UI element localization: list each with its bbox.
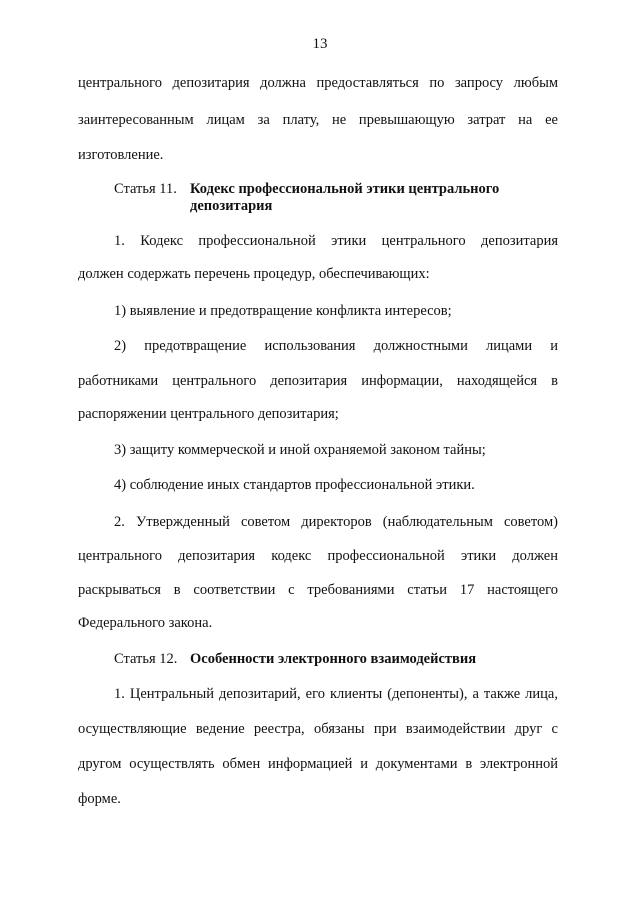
article-11-p1-line2: должен содержать перечень процедур, обеспечивающих: [78,266,430,282]
article-11-item2-line3: распоряжении центрального депозитария; [78,406,339,422]
article-12-p1-line2: осуществляющие ведение реестра, обязаны при взаимодействии друг с [78,721,558,737]
article-11-p1-line1: 1. Кодекс профессиональной этики центрального депозитария [114,233,558,249]
text-line: изготовление. [78,147,164,163]
article-11-title-line2: депозитария [190,198,273,214]
article-12-p1-line3: другом осуществлять обмен информацией и документами в электронной [78,756,558,772]
article-11-item1: 1) выявление и предотвращение конфликта интересов; [114,303,452,319]
article-11-item2-line1: 2) предотвращение использования должностными лицами и [114,338,558,354]
article-12-p1-line1: 1. Центральный депозитарий, его клиенты (депоненты), а также лица, [114,686,558,702]
article-11-label: Статья 11. [114,181,177,197]
article-12-p1-line4: форме. [78,791,121,807]
article-12-label: Статья 12. [114,651,178,667]
text-line: центрального депозитария должна предоставляться по запросу любым [78,75,558,91]
text-line: заинтересованным лицам за плату, не превышающую затрат на ее [78,112,558,128]
article-11-p2-line3: раскрываться в соответствии с требованиями статьи 17 настоящего [78,582,558,598]
article-11-item3: 3) защиту коммерческой и иной охраняемой законом тайны; [114,442,486,458]
article-11-p2-line1: 2. Утвержденный советом директоров (наблюдательным советом) [114,514,558,530]
article-11-title-line1: Кодекс профессиональной этики центрального [190,181,500,197]
page-number: 13 [312,36,328,52]
article-11-item4: 4) соблюдение иных стандартов профессиональной этики. [114,477,475,493]
article-12-title: Особенности электронного взаимодействия [190,651,477,667]
article-11-p2-line2: центрального депозитария кодекс профессиональной этики должен [78,548,558,564]
article-11-p2-line4: Федерального закона. [78,615,213,631]
article-11-item2-line2: работниками центрального депозитария информации, находящейся в [78,373,558,389]
